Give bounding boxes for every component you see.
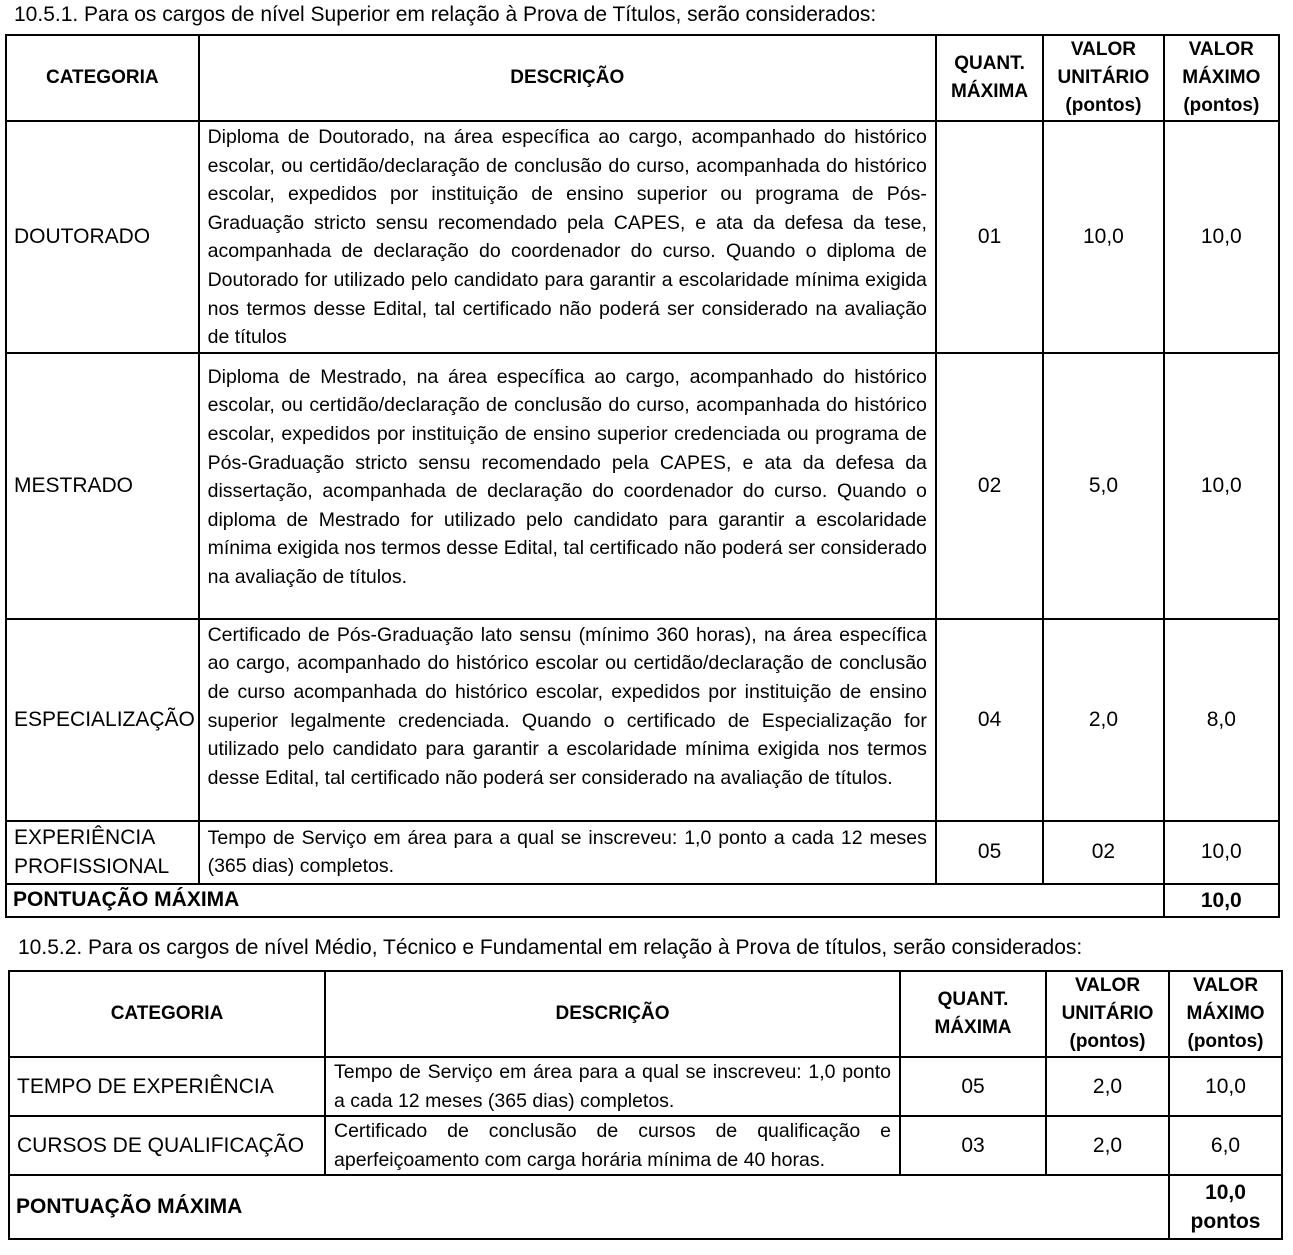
header-valor-unitario <box>1043 35 1163 121</box>
header-max-line2: MÁXIMO <box>1186 1003 1265 1024</box>
descricao-cell: Tempo de Serviço em área para a qual se inscreveu: 1,0 ponto a cada 12 meses (365 dias) completos. <box>325 1057 900 1116</box>
descricao-cell: Certificado de Pós-Graduação lato sensu (mínimo 360 horas), na área específica ao cargo, acompanhado do histórico escolar ou certidão/declaração de conclusão de curso acompanhada do histórico escolar, expedidos por instituição de ensino superior legalmente credenciada. Quando o certificado de Especialização for utilizado pelo candidato para garantir a escolaridade mínima exigida nos termos desse Edital, tal certificado não poderá ser considerado na avaliação de títulos. <box>199 619 936 821</box>
header-unit-line2: UNITÁRIO <box>1061 1003 1154 1024</box>
table-header-row <box>6 35 1279 121</box>
header-max-line1: VALOR <box>1188 39 1254 60</box>
header-max-line3: (pontos) <box>1183 95 1260 116</box>
table-header-row <box>9 971 1282 1057</box>
header-unit-line1: VALOR <box>1070 39 1136 60</box>
valor-unitario-cell: 2,0 <box>1046 1116 1169 1175</box>
valor-unitario-cell: 2,0 <box>1046 1057 1169 1116</box>
header-quant-line2: MÁXIMA <box>934 1017 1012 1038</box>
table-total-row <box>6 884 1279 917</box>
pontuacao-maxima-value: 10,0 <box>1164 884 1279 917</box>
header-descricao: DESCRIÇÃO <box>325 971 900 1057</box>
categoria-cell: CURSOS DE QUALIFICAÇÃO <box>9 1116 325 1175</box>
pontuacao-maxima-label: PONTUAÇÃO MÁXIMA <box>9 1175 1169 1239</box>
header-quant-maxima <box>900 971 1046 1057</box>
table-row-especializacao <box>6 619 1279 821</box>
quant-cell: 01 <box>936 121 1043 353</box>
categoria-line1: EXPERIÊNCIA <box>14 826 156 850</box>
header-valor-maximo <box>1169 971 1282 1057</box>
quant-cell: 05 <box>900 1057 1046 1116</box>
valor-unitario-cell: 02 <box>1043 821 1163 884</box>
categoria-cell: TEMPO DE EXPERIÊNCIA <box>9 1057 325 1116</box>
header-unit-line3: (pontos) <box>1065 95 1142 116</box>
pontuacao-maxima-label: PONTUAÇÃO MÁXIMA <box>6 884 1164 917</box>
pontuacao-value-line1: 10,0 <box>1205 1181 1246 1205</box>
titles-table-superior <box>5 34 1280 918</box>
header-valor-unitario <box>1046 971 1169 1057</box>
quant-cell: 04 <box>936 619 1043 821</box>
table-row-experiencia-profissional <box>6 821 1279 884</box>
quant-cell: 02 <box>936 353 1043 619</box>
valor-unitario-cell: 2,0 <box>1043 619 1163 821</box>
pontuacao-value-line2: pontos <box>1190 1210 1261 1234</box>
header-max-line1: VALOR <box>1192 975 1259 996</box>
header-categoria: CATEGORIA <box>9 971 325 1057</box>
header-quant-line1: QUANT. <box>937 989 1009 1010</box>
pontuacao-maxima-value <box>1169 1175 1282 1239</box>
valor-unitario-cell: 5,0 <box>1043 353 1163 619</box>
categoria-cell: MESTRADO <box>6 353 199 619</box>
table-row-doutorado <box>6 121 1279 353</box>
header-valor-maximo <box>1164 35 1279 121</box>
table-row-tempo-experiencia <box>9 1057 1282 1116</box>
categoria-line2: PROFISSIONAL <box>14 855 170 879</box>
descricao-cell: Diploma de Mestrado, na área específica ao cargo, acompanhado do histórico escolar, ou certidão/declaração de conclusão do curso, acompanhada do histórico escolar, expedidos por instituição de ensino superior credenciada ou programa de Pós-Graduação stricto sensu recomendado pela CAPES, e ata da defesa da dissertação, acompanhada de declaração do coordenador do curso. Quando o diploma de Mestrado for utilizado pelo candidato para garantir a escolaridade mínima exigida nos termos desse Edital, tal certificado não poderá ser considerado na avaliação de títulos. <box>199 353 936 619</box>
valor-unitario-cell: 10,0 <box>1043 121 1163 353</box>
quant-cell: 05 <box>936 821 1043 884</box>
header-quant-line2: MÁXIMA <box>951 81 1029 102</box>
header-categoria: CATEGORIA <box>6 35 199 121</box>
quant-cell: 03 <box>900 1116 1046 1175</box>
categoria-cell <box>6 821 199 884</box>
descricao-cell: Diploma de Doutorado, na área específica ao cargo, acompanhado do histórico escolar, ou certidão/declaração de conclusão do curso, acompanhada do histórico escolar, expedidos por instituição de ensino superior ou programa de Pós-Graduação stricto sensu recomendado pela CAPES, e ata da defesa da tese, acompanhada de declaração do coordenador do curso. Quando o diploma de Doutorado for utilizado pelo candidato para garantir a escolaridade mínima exigida nos termos desse Edital, tal certificado não poderá ser considerado na avaliação de títulos <box>199 121 936 353</box>
titles-table-medio-tecnico <box>8 970 1283 1240</box>
descricao-cell: Tempo de Serviço em área para a qual se inscreveu: 1,0 ponto a cada 12 meses (365 dias) completos. <box>199 821 936 884</box>
section-1-title: 10.5.1. Para os cargos de nível Superior em relação à Prova de Títulos, serão considerados: <box>14 3 877 26</box>
valor-maximo-cell: 10,0 <box>1169 1057 1282 1116</box>
table-total-row <box>9 1175 1282 1239</box>
header-max-line2: MÁXIMO <box>1182 67 1261 88</box>
descricao-cell: Certificado de conclusão de cursos de qualificação e aperfeiçoamento com carga horária mínima de 40 horas. <box>325 1116 900 1175</box>
header-unit-line2: UNITÁRIO <box>1057 67 1150 88</box>
header-descricao: DESCRIÇÃO <box>199 35 936 121</box>
valor-maximo-cell: 10,0 <box>1164 821 1279 884</box>
header-unit-line1: VALOR <box>1074 975 1141 996</box>
header-max-line3: (pontos) <box>1187 1031 1264 1052</box>
valor-maximo-cell: 10,0 <box>1164 353 1279 619</box>
categoria-cell: DOUTORADO <box>6 121 199 353</box>
categoria-cell: ESPECIALIZAÇÃO <box>6 619 199 821</box>
table-row-cursos-qualificacao <box>9 1116 1282 1175</box>
table-row-mestrado <box>6 353 1279 619</box>
valor-maximo-cell: 6,0 <box>1169 1116 1282 1175</box>
valor-maximo-cell: 10,0 <box>1164 121 1279 353</box>
header-unit-line3: (pontos) <box>1069 1031 1146 1052</box>
header-quant-maxima <box>936 35 1043 121</box>
section-2-title: 10.5.2. Para os cargos de nível Médio, Técnico e Fundamental em relação à Prova de títulos, serão considerados: <box>18 936 1083 959</box>
header-quant-line1: QUANT. <box>954 53 1025 74</box>
valor-maximo-cell: 8,0 <box>1164 619 1279 821</box>
